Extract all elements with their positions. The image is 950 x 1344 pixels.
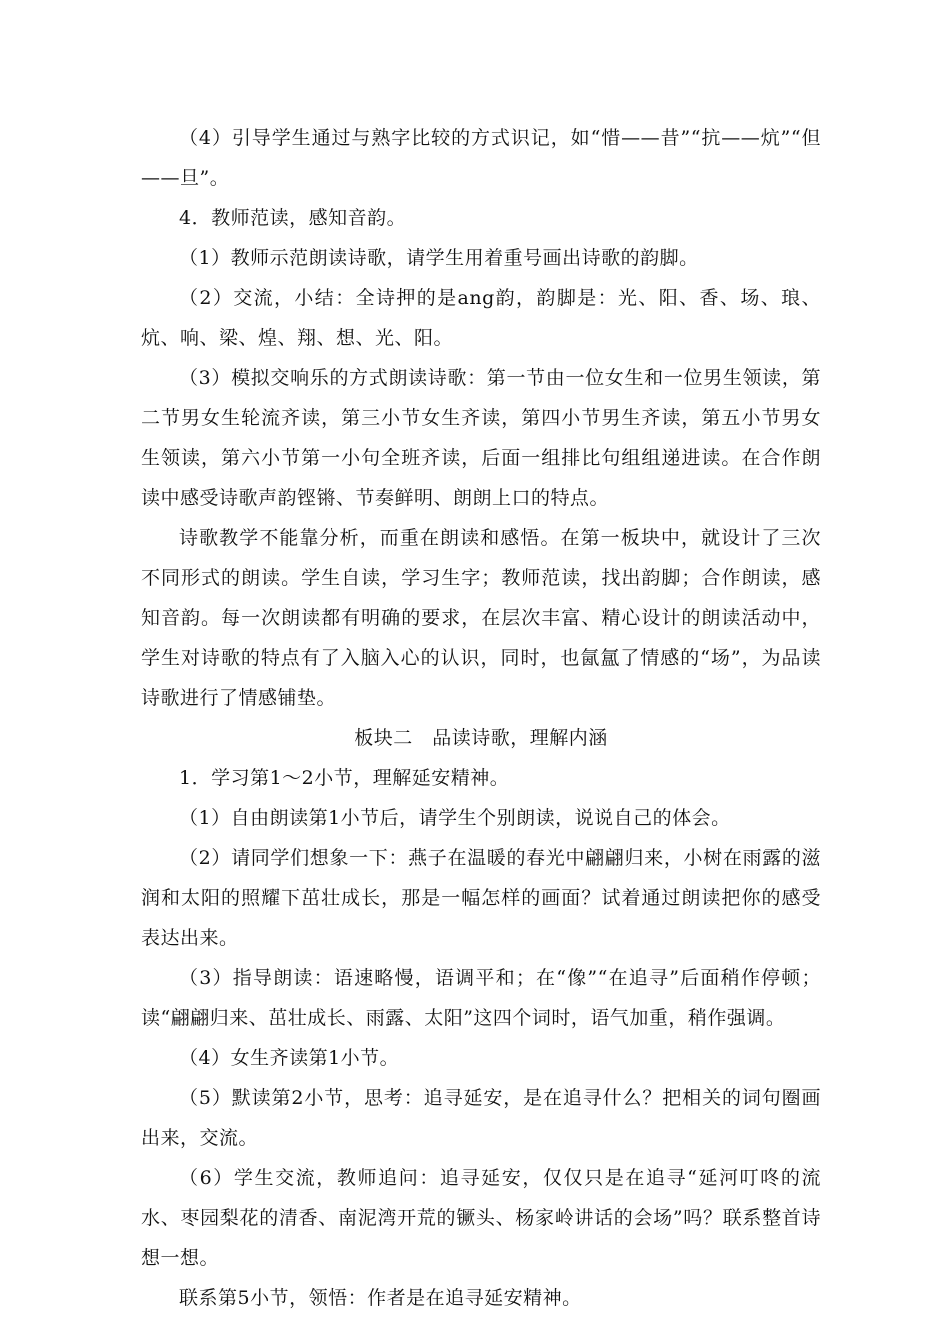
paragraph-teacher-model-reading: 4．教师范读，感知音韵。 — [179, 207, 407, 229]
paragraph-symphony-reading: （3）模拟交响乐的方式朗读诗歌：第一节由一位女生和一位男生领读，第二节男女生轮流齐读，第三小节女生齐读，第四小节男生齐读，第五小节男女生领读，第六小节第一小句全班齐读，后面一组排比句组组递进读。在合作朗读中感受诗歌声韵铿锵、节奏鲜明、朗朗上口的特点。 — [141, 367, 821, 509]
paragraph-mark-rhymes: （1）教师示范朗读诗歌，请学生用着重号画出诗歌的韵脚。 — [179, 247, 699, 269]
paragraph-girls-reading: （4）女生齐读第1小节。 — [179, 1047, 400, 1069]
paragraph-rhyme-summary: （2）交流，小结：全诗押的是ang韵，韵脚是：光、阳、香、场、琅、炕、响、梁、煌、翔、想、光、阳。 — [141, 287, 821, 349]
section-heading: 板块二 品读诗歌，理解内涵 — [354, 727, 608, 749]
paragraph-teacher-question: （6）学生交流，教师追问：追寻延安，仅仅只是在追寻“延河叮咚的流水、枣园梨花的清香、南泥湾开荒的镢头、杨家岭讲话的会场”吗？联系整首诗想一想。 — [141, 1167, 821, 1269]
paragraph-study-stanzas: 1．学习第1～2小节，理解延安精神。 — [179, 767, 510, 789]
paragraph-conclusion: 联系第5小节，领悟：作者是在追寻延安精神。 — [179, 1287, 582, 1309]
paragraph-recognize-characters: （4）引导学生通过与熟字比较的方式识记，如“惜——昔”“抗——炕”“但——旦”。 — [141, 127, 821, 189]
paragraph-silent-reading: （5）默读第2小节，思考：追寻延安，是在追寻什么？把相关的词句圈画出来，交流。 — [141, 1087, 821, 1149]
paragraph-commentary: 诗歌教学不能靠分析，而重在朗读和感悟。在第一板块中，就设计了三次不同形式的朗读。学生自读，学习生字；教师范读，找出韵脚；合作朗读，感知音韵。每一次朗读都有明确的要求，在层次丰富、精心设计的朗读活动中，学生对诗歌的特点有了入脑入心的认识，同时，也氤氲了情感的“场”，为品读诗歌进行了情感铺垫。 — [141, 527, 821, 709]
paragraph-imagine-scene: （2）请同学们想象一下：燕子在温暖的春光中翩翩归来，小树在雨露的滋润和太阳的照耀下茁壮成长，那是一幅怎样的画面？试着通过朗读把你的感受表达出来。 — [141, 847, 821, 949]
paragraph-reading-guidance: （3）指导朗读：语速略慢，语调平和；在“像”“在追寻”后面稍作停顿；读“翩翩归来、茁壮成长、雨露、太阳”这四个词时，语气加重，稍作强调。 — [141, 967, 821, 1029]
document-page — [141, 118, 821, 1318]
paragraph-free-reading: （1）自由朗读第1小节后，请学生个别朗读，说说自己的体会。 — [179, 807, 731, 829]
